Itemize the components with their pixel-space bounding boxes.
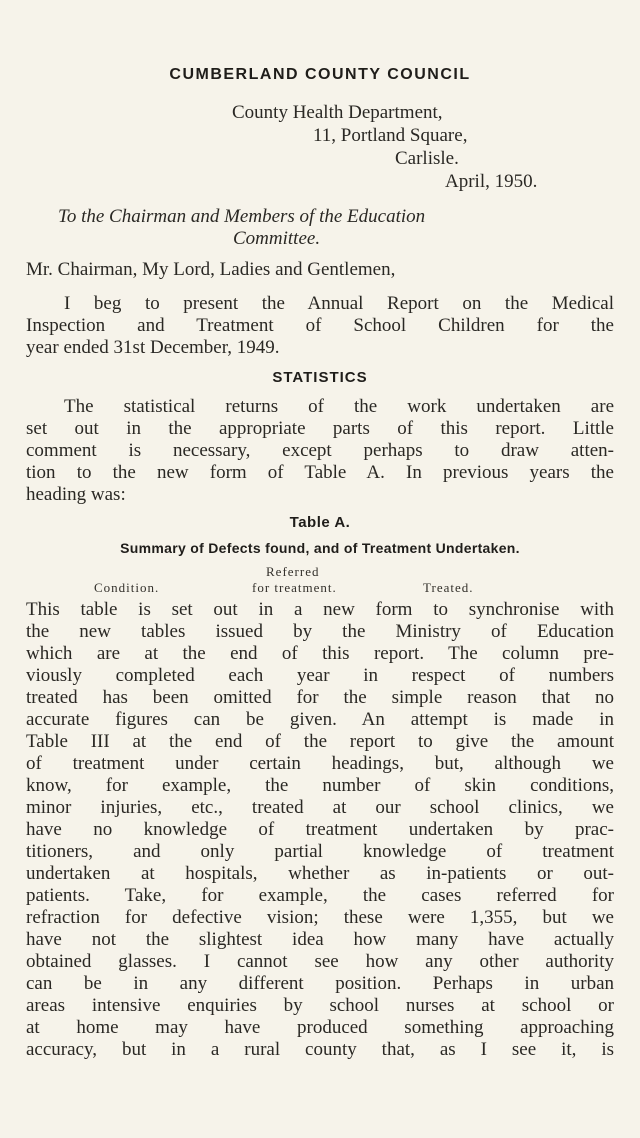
council-title: CUMBERLAND COUNTY COUNCIL: [169, 66, 471, 83]
statistics-paragraph: [26, 396, 614, 506]
body-line: treated has been omitted for the simple reason that no: [26, 687, 614, 708]
body-line: have not the slightest idea how many have actually: [26, 929, 614, 950]
body-line: viously completed each year in respect of numbers: [26, 665, 614, 686]
body-line: of treatment under certain headings, but, although we: [26, 753, 614, 774]
body-paragraph: [26, 599, 614, 1061]
body-line: accurate figures can be given. An attempt is made in: [26, 709, 614, 730]
body-line: which are at the end of this report. The column pre-: [26, 643, 614, 664]
body-line: This table is set out in a new form to synchronise with: [26, 599, 614, 620]
letter-date: April, 1950.: [445, 171, 538, 192]
body-line: refraction for defective vision; these were 1,355, but we: [26, 907, 614, 928]
intro-line: year ended 31st December, 1949.: [26, 337, 280, 358]
body-line: patients. Take, for example, the cases referred for: [26, 885, 614, 906]
body-line: have no knowledge of treatment undertaken by prac-: [26, 819, 614, 840]
table-a-subtitle: Summary of Defects found, and of Treatment Undertaken.: [120, 540, 520, 556]
addressee-line-2: Committee.: [233, 228, 321, 249]
intro-line: I beg to present the Annual Report on the Medical: [64, 293, 614, 314]
table-a-referred-label: Referred: [266, 564, 320, 579]
statistics-line: set out in the appropriate parts of this report. Little: [26, 418, 614, 439]
address-line-3: Carlisle.: [395, 148, 459, 169]
body-line: minor injuries, etc., treated at our school clinics, we: [26, 797, 614, 818]
statistics-line: tion to the new form of Table A. In previous years the: [26, 462, 614, 483]
address-line-1: County Health Department,: [232, 102, 443, 123]
body-line: Table III at the end of the report to give the amount: [26, 731, 614, 752]
table-a-title: Table A.: [289, 514, 351, 531]
table-a-column-condition: Condition.: [94, 580, 160, 595]
body-line: titioners, and only partial knowledge of treatment: [26, 841, 614, 862]
statistics-line: heading was:: [26, 484, 126, 505]
body-line: obtained glasses. I cannot see how any other authority: [26, 951, 614, 972]
intro-paragraph: [26, 293, 614, 359]
intro-line: Inspection and Treatment of School Children for the: [26, 315, 614, 336]
statistics-line: comment is necessary, except perhaps to draw atten-: [26, 440, 614, 461]
body-line: the new tables issued by the Ministry of Education: [26, 621, 614, 642]
body-line: accuracy, but in a rural county that, as I see it, is: [26, 1039, 614, 1060]
body-line: know, for example, the number of skin conditions,: [26, 775, 614, 796]
body-line: at home may have produced something approaching: [26, 1017, 614, 1038]
section-heading-statistics: STATISTICS: [272, 369, 368, 386]
body-line: areas intensive enquiries by school nurses at school or: [26, 995, 614, 1016]
table-a-column-treated: Treated.: [423, 580, 474, 595]
body-line: undertaken at hospitals, whether as in-patients or out-: [26, 863, 614, 884]
addressee-line-1: To the Chairman and Members of the Education: [58, 206, 426, 227]
statistics-line: The statistical returns of the work undertaken are: [64, 396, 614, 417]
salutation: Mr. Chairman, My Lord, Ladies and Gentlemen,: [26, 259, 396, 280]
table-a-column-for-treatment: for treatment.: [252, 580, 337, 595]
body-line: can be in any different position. Perhaps in urban: [26, 973, 614, 994]
address-line-2: 11, Portland Square,: [313, 125, 468, 146]
